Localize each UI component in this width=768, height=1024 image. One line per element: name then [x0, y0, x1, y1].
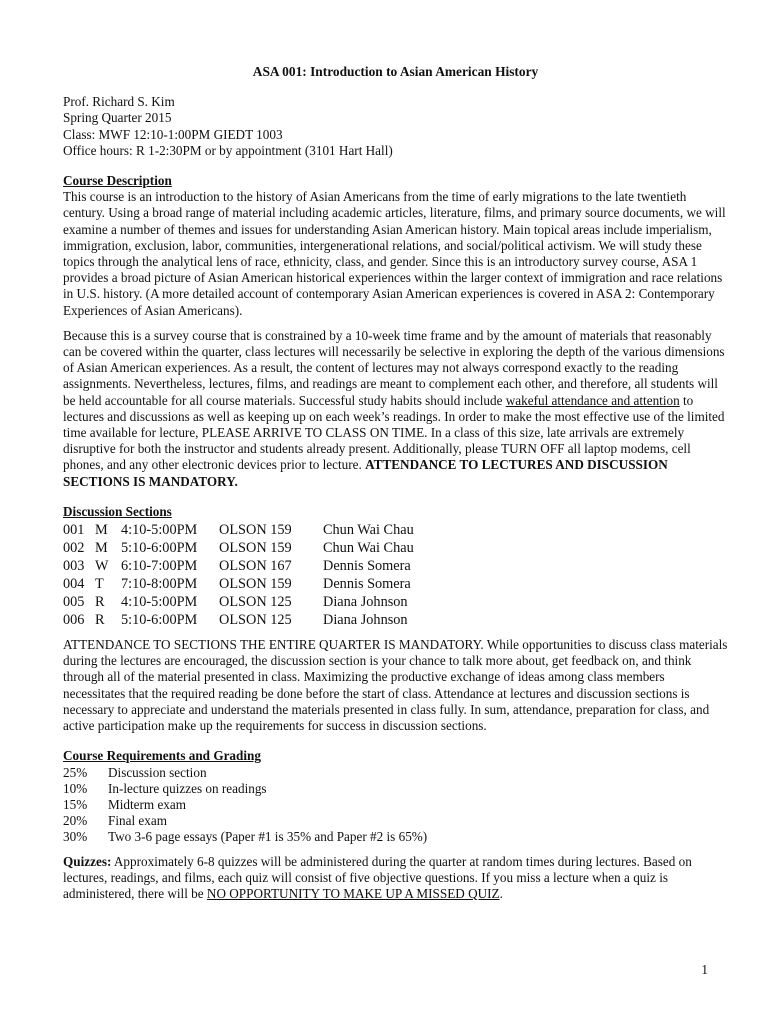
section-row	[63, 575, 728, 593]
section-number: 006	[63, 612, 85, 629]
grade-percent: 25%	[63, 764, 88, 780]
section-room: OLSON 125	[219, 612, 292, 629]
quizzes-paragraph	[63, 854, 728, 903]
course-description-heading: Course Description	[63, 173, 172, 189]
grading-row	[63, 813, 728, 829]
page-number: 1	[701, 962, 708, 977]
section-room: OLSON 159	[219, 540, 292, 557]
course-info	[63, 94, 728, 159]
grading-heading: Course Requirements and Grading	[63, 748, 261, 764]
grade-item: Final exam	[108, 813, 167, 829]
discussion-sections-table	[63, 521, 728, 629]
section-room: OLSON 159	[219, 522, 292, 539]
grade-item: Midterm exam	[108, 796, 187, 812]
section-time: 7:10-8:00PM	[121, 576, 198, 593]
grading-row	[63, 797, 728, 813]
grading-table	[63, 765, 728, 846]
section-ta: Chun Wai Chau	[323, 540, 414, 557]
section-day: T	[95, 576, 104, 593]
section-day: R	[95, 594, 105, 611]
instructor-line: Prof. Richard S. Kim	[63, 94, 175, 110]
section-time: 4:10-5:00PM	[121, 522, 198, 539]
quizzes-underlined-text: NO OPPORTUNITY TO MAKE UP A MISSED QUIZ	[206, 885, 500, 901]
section-number: 001	[63, 522, 85, 539]
section-time: 5:10-6:00PM	[121, 540, 198, 557]
office-hours-line: Office hours: R 1-2:30PM or by appointment (3101 Hart Hall)	[63, 142, 393, 158]
class-time-line: Class: MWF 12:10-1:00PM GIEDT 1003	[63, 126, 283, 142]
section-number: 005	[63, 594, 85, 611]
section-number: 003	[63, 558, 85, 575]
grade-item: Discussion section	[108, 764, 207, 780]
discussion-sections-paragraph: ATTENDANCE TO SECTIONS THE ENTIRE QUARTER IS MANDATORY. While opportunities to discuss class materials during the lectures are encouraged, the discussion section is your chance to talk more about, get feedback on, and think through all of the material presented in class. Maximizing the productive exchange of ideas among class members necessitates that the required reading be done before the start of class. Attendance at lectures and discussion sections is necessary to appreciate and understand the materials presented in class fully. In sum, attendance, preparation for class, and active participation make up the requirements for success in discussion sections.	[63, 637, 728, 734]
p2-text-a: Because this is a survey course that is constrained by a 10-week time frame and by the amount of materials that reasonably can be covered within the quarter, class lectures will necessarily be selective in exploring the depth of the various dimensions of Asian American experiences. As a result, the content of lectures may not always correspond exactly to the reading assignments. Nevertheless, lectures, films, and readings are meant to complement each other, and therefore, all students will be held accountable for all course materials. Successful study habits should include	[63, 327, 725, 408]
p2-underlined-text: wakeful attendance and attention	[505, 392, 680, 408]
section-row	[63, 593, 728, 611]
grade-percent: 15%	[63, 796, 88, 812]
section-ta: Dennis Somera	[323, 576, 411, 593]
section-number: 002	[63, 540, 85, 557]
quizzes-end: .	[499, 885, 503, 901]
term-line: Spring Quarter 2015	[63, 110, 172, 126]
section-ta: Chun Wai Chau	[323, 522, 414, 539]
course-description-paragraph-2	[63, 328, 728, 490]
grading-row	[63, 781, 728, 797]
section-time: 5:10-6:00PM	[121, 612, 198, 629]
section-room: OLSON 125	[219, 594, 292, 611]
grade-item: Two 3-6 page essays (Paper #1 is 35% and Paper #2 is 65%)	[108, 829, 428, 845]
grade-percent: 20%	[63, 813, 88, 829]
p2-bold-text: ATTENDANCE TO LECTURES AND DISCUSSION SECTIONS IS MANDATORY.	[63, 457, 668, 489]
course-description-paragraph-1: This course is an introduction to the history of Asian Americans from the time of early migrations to the late twentieth century. Using a broad range of material including academic articles, literature, films, and primary source documents, we will examine a number of themes and issues for understanding Asian American history. Main topical areas include imperialism, immigration, exclusion, labor, communities, intergenerational relations, and social/political activism. We will study these topics through the analytical lens of race, ethnicity, class, and gender. Since this is an introductory survey course, ASA 1 provides a broad picture of Asian American historical experiences within the larger context of immigration and race relations in U.S. history. (A more detailed account of contemporary Asian American experiences is covered in ASA 2: Contemporary Experiences of Asian Americans).	[63, 189, 726, 318]
discussion-sections-heading: Discussion Sections	[63, 503, 172, 519]
section-time: 6:10-7:00PM	[121, 558, 198, 575]
quizzes-text: Approximately 6-8 quizzes will be administered during the quarter at random times during lectures. Based on lectures, readings, and films, each quiz will consist of five objective questions. If you miss a lecture when a quiz is administered, there will be	[63, 853, 692, 901]
section-number: 004	[63, 576, 85, 593]
grade-percent: 30%	[63, 829, 88, 845]
section-ta: Diana Johnson	[323, 612, 408, 629]
section-day: R	[95, 612, 105, 629]
section-day: W	[95, 558, 109, 575]
section-day: M	[95, 540, 108, 557]
section-room: OLSON 167	[219, 558, 292, 575]
grade-item: In-lecture quizzes on readings	[108, 780, 267, 796]
section-day: M	[95, 522, 108, 539]
page-title: ASA 001: Introduction to Asian American History	[252, 64, 539, 79]
section-ta: Diana Johnson	[323, 594, 408, 611]
section-row	[63, 611, 728, 629]
p2-text-b: to lectures and discussions as well as keeping up on each week’s readings. In order to make the most effective use of the limited time available for lecture, PLEASE ARRIVE TO CLASS ON TIME. In a class of this size, late arrivals are extremely disruptive for both the instructor and students already present. Additionally, please TURN OFF all laptop modems, cell phones, and any other electronic devices prior to lecture.	[63, 392, 725, 473]
grading-row	[63, 829, 728, 845]
section-ta: Dennis Somera	[323, 558, 411, 575]
section-time: 4:10-5:00PM	[121, 594, 198, 611]
section-row	[63, 521, 728, 539]
section-room: OLSON 159	[219, 576, 292, 593]
section-row	[63, 557, 728, 575]
section-row	[63, 539, 728, 557]
grading-row	[63, 765, 728, 781]
quizzes-label: Quizzes:	[63, 853, 112, 869]
grade-percent: 10%	[63, 780, 88, 796]
